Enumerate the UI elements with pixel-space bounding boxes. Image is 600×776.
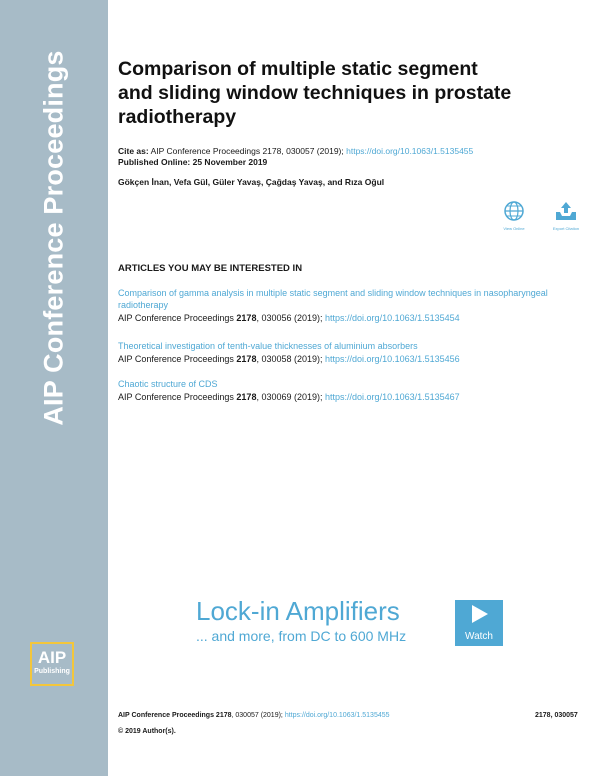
export-icon (554, 200, 578, 222)
sidebar (0, 0, 108, 776)
related-article (118, 340, 580, 365)
copyright-notice: © 2019 Author(s). (118, 728, 176, 735)
ref-detail: , 030056 (2019); (256, 313, 323, 323)
footer-journal: AIP Conference Proceedings (118, 712, 214, 719)
ref-volume: 2178 (236, 354, 257, 364)
related-article-title-link[interactable]: Chaotic structure of CDS (118, 379, 218, 389)
globe-icon (503, 200, 525, 222)
watch-button[interactable] (455, 600, 503, 646)
related-article (118, 378, 580, 403)
ref-volume: 2178 (236, 313, 257, 323)
related-article-ref (118, 391, 580, 403)
ad-headline[interactable]: Lock-in Amplifiers (196, 596, 400, 626)
related-article (118, 287, 580, 324)
logo-subtext: Publishing (34, 668, 70, 675)
logo-text: AIP (37, 648, 67, 667)
related-articles-heading: ARTICLES YOU MAY BE INTERESTED IN (118, 263, 303, 274)
aip-publishing-logo[interactable] (30, 642, 74, 686)
ref-detail: , 030069 (2019); (256, 392, 323, 402)
footer-citation (118, 712, 390, 719)
ref-volume: 2178 (236, 392, 257, 402)
ref-doi-link[interactable]: https://doi.org/10.1063/1.5135456 (325, 354, 460, 364)
paper-title (118, 57, 558, 129)
cite-text: AIP Conference Proceedings 2178, 030057 (2019); (150, 146, 344, 156)
ad-subline[interactable]: ... and more, from DC to 600 MHz (196, 628, 407, 644)
watch-label: Watch (465, 631, 493, 642)
journal-title-text: AIP Conference Proceedings (38, 50, 69, 426)
ref-journal: AIP Conference Proceedings (118, 313, 234, 323)
ref-doi-link[interactable]: https://doi.org/10.1063/1.5135454 (325, 313, 460, 323)
footer-volume: 2178 (215, 712, 232, 719)
related-article-ref (118, 353, 580, 365)
footer-doi-link[interactable]: https://doi.org/10.1063/1.5135455 (284, 712, 390, 719)
ref-journal: AIP Conference Proceedings (118, 392, 234, 402)
paper-doi-link[interactable]: https://doi.org/10.1063/1.5135455 (346, 146, 474, 156)
view-online-button[interactable] (494, 200, 534, 231)
paper-title-line: radiotherapy (118, 106, 237, 128)
export-citation-button[interactable] (546, 200, 586, 231)
published-date: Published Online: 25 November 2019 (118, 157, 268, 167)
ref-journal: AIP Conference Proceedings (118, 354, 234, 364)
related-article-ref (118, 312, 580, 324)
citation-line (118, 145, 473, 157)
footer-page-ref: 2178, 030057 (535, 712, 578, 719)
export-citation-label: Export Citation (552, 226, 580, 231)
related-article-title-link[interactable]: Comparison of gamma analysis in multiple static segment and sliding window techniques in nasopharyngeal radiotherapy (118, 288, 548, 310)
ref-doi-link[interactable]: https://doi.org/10.1063/1.5135467 (325, 392, 460, 402)
view-online-label: View Online (503, 226, 525, 231)
related-article-title-link[interactable]: Theoretical investigation of tenth-value thicknesses of aluminium absorbers (118, 341, 418, 351)
author-list: Gökçen İnan, Vefa Gül, Güler Yavaş, Çağdaş Yavaş, and Rıza Oğul (118, 177, 385, 187)
footer-detail: , 030057 (2019); (231, 712, 283, 719)
paper-title-line: and sliding window techniques in prostate (118, 82, 512, 104)
paper-title-line: Comparison of multiple static segment (118, 58, 478, 80)
play-icon (468, 604, 490, 624)
cite-label: Cite as: (118, 146, 149, 156)
ref-detail: , 030058 (2019); (256, 354, 323, 364)
